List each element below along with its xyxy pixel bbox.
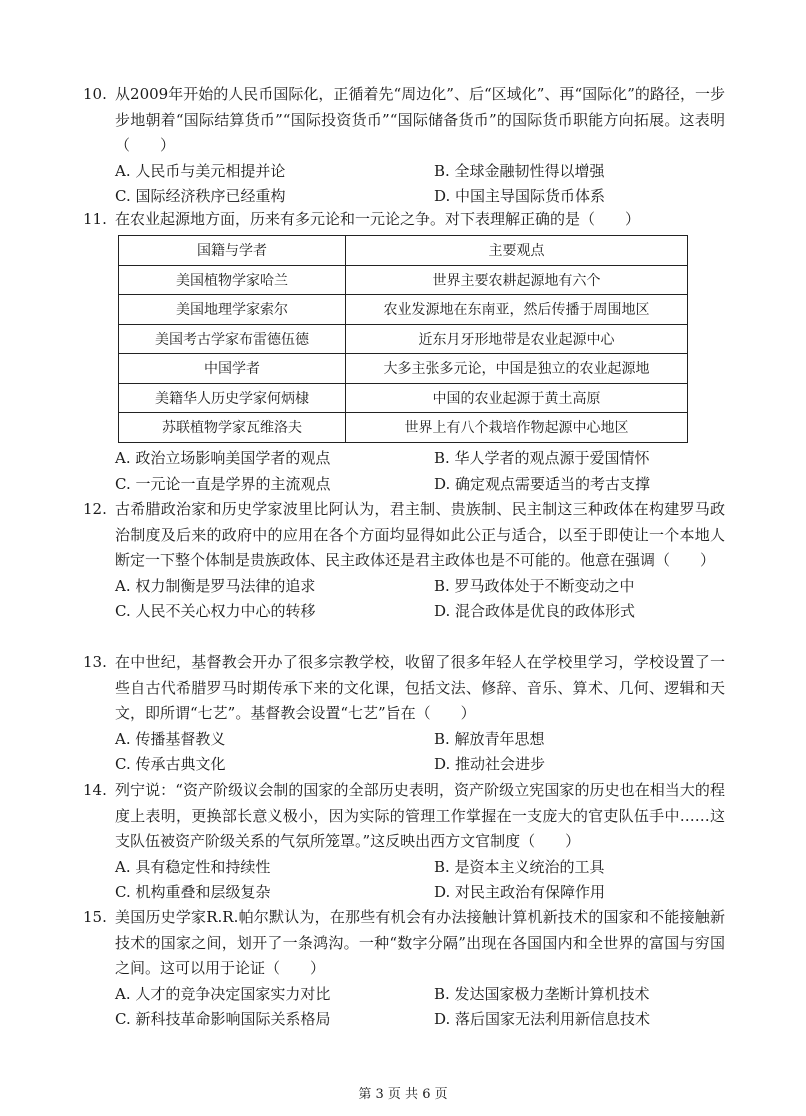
question-stem: 美国历史学家R.R.帕尔默认为，在那些有机会有办法接触计算机新技术的国家和不能接触新技术的国家之间，划开了一条鸿沟。一种“数字分隔”出现在各国国内和全世界的富国与穷国之间。这可以用于论证（ ）	[115, 908, 725, 977]
page-footer: 第 3 页 共 6 页	[358, 1087, 448, 1102]
options	[115, 159, 725, 210]
options	[115, 855, 725, 906]
option-b[interactable]: B. 解放青年思想	[434, 729, 545, 748]
option-a[interactable]: A. 传播基督教义	[115, 729, 226, 748]
option-a[interactable]: A. 人民币与美元相提并论	[115, 161, 286, 180]
option-d[interactable]: D. 混合政体是优良的政体形式	[434, 602, 636, 620]
table-header: 国籍与学者	[119, 236, 346, 266]
option-c[interactable]: C. 国际经济秩序已经重构	[115, 187, 286, 205]
option-b[interactable]: B. 是资本主义统治的工具	[434, 857, 605, 876]
option-b[interactable]: B. 全球金融韧性得以增强	[434, 161, 605, 180]
question-stem: 列宁说：“资产阶级议会制的国家的全部历史表明，资产阶级立宪国家的历史也在相当大的程度上表明，更换部长意义极小，因为实际的管理工作掌握在一支庞大的官吏队伍手中……这支队伍被资产阶级关系的气氛所笼罩。”这反映出西方文官制度（ ）	[115, 781, 725, 850]
table-cell: 中国的农业起源于黄土高原	[346, 383, 688, 413]
table-cell: 大多主张多元论，中国是独立的农业起源地	[346, 354, 688, 384]
option-d[interactable]: D. 推动社会进步	[434, 755, 546, 773]
table-cell: 世界上有八个栽培作物起源中心地区	[346, 413, 688, 443]
table-cell: 农业发源地在东南亚，然后传播于周围地区	[346, 295, 688, 325]
question-number: 15.	[83, 908, 107, 926]
question-number: 13.	[83, 653, 107, 671]
question-15	[83, 905, 725, 1033]
option-b[interactable]: B. 华人学者的观点源于爱国情怀	[434, 449, 650, 467]
table-row	[119, 413, 688, 443]
option-d[interactable]: D. 落后国家无法利用新信息技术	[434, 1010, 651, 1028]
table-cell: 美籍华人历史学家何炳棣	[119, 383, 346, 413]
options	[115, 574, 725, 625]
question-14	[83, 778, 725, 906]
option-b[interactable]: B. 罗马政体处于不断变动之中	[434, 576, 635, 595]
option-a[interactable]: A. 政治立场影响美国学者的观点	[115, 449, 331, 467]
scholars-table	[118, 235, 688, 443]
table-row	[119, 265, 688, 295]
option-d[interactable]: D. 确定观点需要适当的考古支撑	[434, 474, 651, 493]
question-11-options	[83, 446, 725, 497]
table-cell: 美国考古学家布雷德伍德	[119, 324, 346, 354]
table-row	[119, 383, 688, 413]
option-c[interactable]: C. 人民不关心权力中心的转移	[115, 602, 316, 620]
question-number: 14.	[83, 781, 107, 799]
options	[115, 982, 725, 1033]
question-stem: 在农业起源地方面，历来有多元论和一元论之争。对下表理解正确的是（ ）	[115, 210, 641, 228]
table-cell: 美国地理学家索尔	[119, 295, 346, 325]
table-row	[119, 354, 688, 384]
question-stem: 古希腊政治家和历史学家波里比阿认为，君主制、贵族制、民主制这三种政体在构建罗马政治制度及后来的政府中的应用在各个方面均显得如此公正与适合，以至于即使让一个本地人断定一下整个体制是贵族政体、民主政体还是君主政体也是不可能的。他意在强调（ ）	[115, 500, 725, 569]
option-c[interactable]: C. 一元论一直是学界的主流观点	[115, 474, 331, 493]
option-c[interactable]: C. 新科技革命影响国际关系格局	[115, 1010, 331, 1028]
option-c[interactable]: C. 传承古典文化	[115, 755, 226, 773]
table-cell: 苏联植物学家瓦维洛夫	[119, 413, 346, 443]
option-b[interactable]: B. 发达国家极力垄断计算机技术	[434, 984, 650, 1003]
option-d[interactable]: D. 对民主政治有保障作用	[434, 883, 606, 901]
options	[115, 446, 725, 497]
table-cell: 美国植物学家哈兰	[119, 265, 346, 295]
question-11	[83, 207, 725, 233]
options	[115, 727, 725, 778]
table-cell: 世界主要农耕起源地有六个	[346, 265, 688, 295]
table-cell: 近东月牙形地带是农业起源中心	[346, 324, 688, 354]
table-row	[119, 295, 688, 325]
option-c[interactable]: C. 机构重叠和层级复杂	[115, 883, 271, 901]
question-stem: 从2009年开始的人民币国际化，正循着先“周边化”、后“区域化”、再“国际化”的路径，一步步地朝着“国际结算货币”“国际投资货币”“国际储备货币”的国际货币职能方向拓展。这表明（ ）	[115, 85, 725, 154]
option-a[interactable]: A. 权力制衡是罗马法律的追求	[115, 576, 316, 595]
option-a[interactable]: A. 人才的竞争决定国家实力对比	[115, 984, 331, 1003]
question-12	[83, 497, 725, 625]
table-header-row	[119, 236, 688, 266]
question-stem: 在中世纪，基督教会开办了很多宗教学校，收留了很多年轻人在学校里学习，学校设置了一些自古代希腊罗马时期传承下来的文化课，包括文法、修辞、音乐、算术、几何、逻辑和天文，即所谓“七艺”。基督教会设置“七艺”旨在（ ）	[115, 653, 725, 722]
question-number: 12.	[83, 500, 107, 518]
option-a[interactable]: A. 具有稳定性和持续性	[115, 857, 271, 876]
question-number: 11.	[83, 210, 107, 228]
table-cell: 中国学者	[119, 354, 346, 384]
table-row	[119, 324, 688, 354]
question-10	[83, 82, 725, 210]
option-d[interactable]: D. 中国主导国际货币体系	[434, 187, 606, 205]
table-header: 主要观点	[346, 236, 688, 266]
question-number: 10.	[83, 85, 107, 103]
question-13	[83, 650, 725, 778]
